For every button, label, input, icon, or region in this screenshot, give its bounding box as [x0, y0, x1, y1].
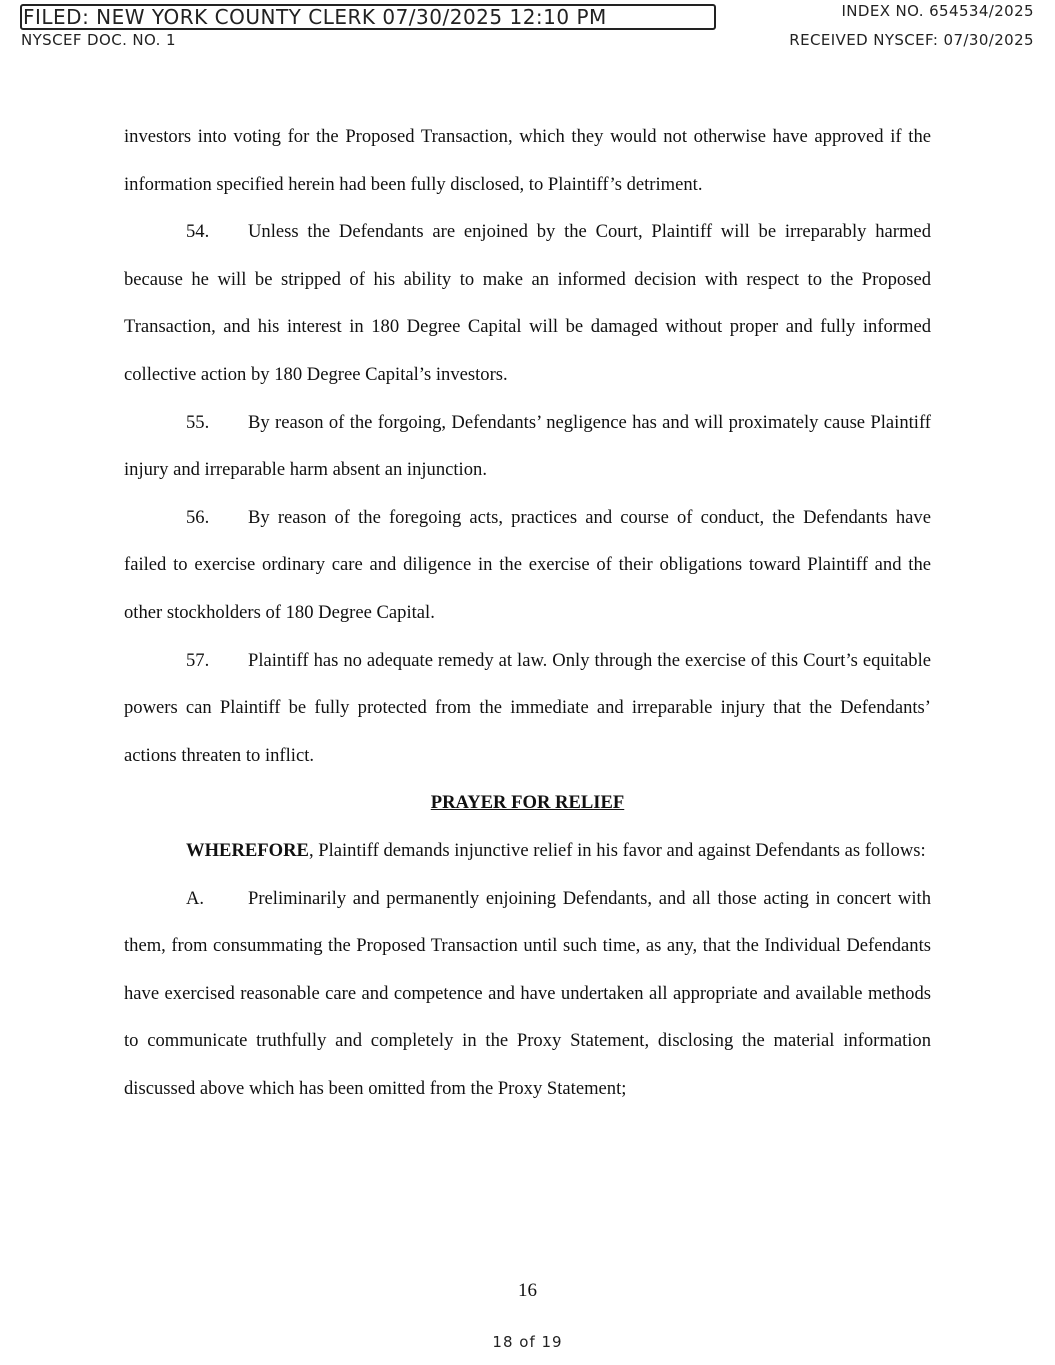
- index-number: INDEX NO. 654534/2025: [841, 2, 1034, 20]
- paragraph-56: [124, 494, 931, 637]
- relief-item-letter: A.: [186, 887, 205, 909]
- document-body: [124, 113, 931, 1112]
- wherefore-paragraph: [124, 827, 931, 875]
- paragraph-text: By reason of the forgoing, Defendants’ negligence has and will proximately cause Plaintiff injury and irreparable harm absent an injunction.: [124, 411, 931, 481]
- filed-stamp: FILED: NEW YORK COUNTY CLERK 07/30/2025 12:10 PM: [20, 4, 716, 30]
- relief-item-text: Preliminarily and permanently enjoining Defendants, and all those acting in concert with them, from consummating the Proposed Transaction until such time, as any, that the Individual Defendants have exercised reasonable care and competence and have undertaken all appropriate and available methods to communicate truthfully and completely in the Proxy Statement, disclosing the material information discussed above which has been omitted from the Proxy Statement;: [124, 887, 931, 1099]
- paragraph-57: [124, 637, 931, 780]
- wherefore-text: , Plaintiff demands injunctive relief in his favor and against Defendants as follows:: [308, 839, 926, 861]
- paragraph-text: Plaintiff has no adequate remedy at law. Only through the exercise of this Court’s equitable powers can Plaintiff be fully protected from the immediate and irreparable injury that the Defendants’ actions threaten to inflict.: [124, 649, 931, 766]
- page-of-total: 18 of 19: [492, 1333, 563, 1351]
- paragraph-55: [124, 399, 931, 494]
- continuation-paragraph: investors into voting for the Proposed Transaction, which they would not otherwise have approved if the information specified herein had been fully disclosed, to Plaintiff’s detriment.: [124, 126, 931, 195]
- paragraph-number: 57.: [186, 649, 210, 671]
- paragraph-text: By reason of the foregoing acts, practices and course of conduct, the Defendants have failed to exercise ordinary care and diligence in the exercise of their obligations toward Plaintiff and the other stockholders of 180 Degree Capital.: [124, 506, 931, 623]
- section-heading: PRAYER FOR RELIEF: [430, 792, 625, 814]
- received-date: RECEIVED NYSCEF: 07/30/2025: [789, 31, 1034, 49]
- paragraph-text: Unless the Defendants are enjoined by the Court, Plaintiff will be irreparably harmed because he will be stripped of his ability to make an informed decision with respect to the Proposed Transaction, and his interest in 180 Degree Capital will be damaged without proper and fully informed collective action by 180 Degree Capital’s investors.: [124, 221, 931, 385]
- paragraph-number: 56.: [186, 506, 210, 528]
- paragraph-number: 54.: [186, 221, 210, 243]
- paragraph-number: 55.: [186, 411, 210, 433]
- relief-item-a: [124, 875, 931, 1113]
- wherefore-lead: WHEREFORE: [186, 839, 309, 861]
- nyscef-doc-number: NYSCEF DOC. NO. 1: [21, 31, 176, 49]
- paragraph-54: [124, 208, 931, 398]
- page-number: 16: [518, 1280, 537, 1301]
